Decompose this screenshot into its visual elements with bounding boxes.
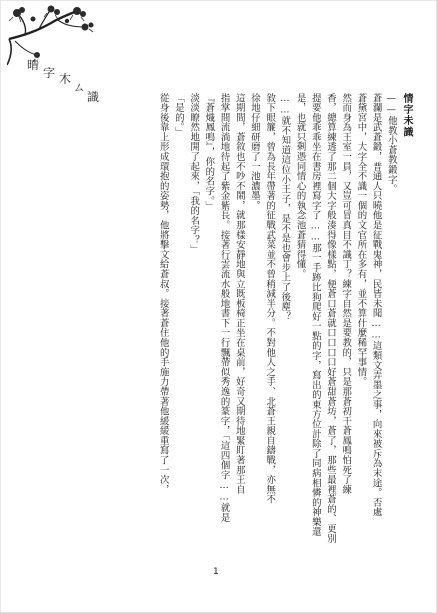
paragraph: 香，總算練透了那二個大字般湊得像樣點，便蒼口蒼就口口口口好蒼甜蒼坊，蒼了，那些最裡蒼的、更別 [324,93,336,544]
paragraph: 蒼瀾是武蒼鍛，普通人只曉他是征戰鬼神，民皆未聞……這類文弄墨之事，向來被斥為末途。否處 [370,93,382,518]
logo-char-4: ㄙ [73,80,86,94]
paragraph: 淡淡瞭然地開了起來，「我的名字？」 [188,93,200,255]
paragraph: 從身後靠上形成環抱的姿勢，他將擊文給蒼叔。接著蒼住他的手施力帶著他緩緩重寫了一次， [157,93,169,495]
paragraph: ……就不知道這位小王子，是不是也會步上了後塵？ [279,93,291,322]
vertical-text-body [84,90,414,553]
logo-char-5: 識 [87,90,100,104]
logo-char-1: 晴 [27,58,40,72]
logo-char-3: 木 [59,72,72,86]
paragraph: 敘下眼簾，曾為長年帶著的征戰武菜並不曾稍減半分。不對他人之手、北蒼王親自鑄戰，亦無不 [264,93,276,505]
paragraph: 指掌間流淌地待起了紫金紫長。接著行雲流水般地書下一行飄帶似秀逸的篆字，「這四個字……就是 [218,93,230,523]
paragraph: 這期間，蒼敘也不吵不鬧，就那樣安靜地與立既板椅正坐在桌前，好奇又期待地緊盯著那王自 [233,93,245,495]
paragraph: 『蒼熾鳳鳴』，你的名字。」 [203,93,215,211]
page-number: 1 [213,567,219,577]
paragraph: 蒼黛宮中，大字全不識一個的文官所在多有，並不算什麼稀罕事情。 [355,93,367,387]
paragraph: ——他教小蒼教鍛字。 [385,93,397,195]
paragraph: 是，也就只剩憑同情心的執念池蒼猜得懂。 [294,93,306,280]
paragraph: 「是的。」 [172,93,184,138]
logo-char-2: 字 [43,66,56,80]
paragraph: 提要他乖乖坐在書房裡寫字了……那一手跡比狗爬好一點的字，寫出的東方位計除了同病相憐的神樂還 [309,93,321,537]
paragraph: 然而身為王室一員，又豈可冒真目不識丁？練字自然是要教的，只是那蒼初干蒼鳳鳴怕死了練 [340,93,352,495]
paragraph: 徐地仔細研磨了一池濃墨。 [248,93,260,211]
chapter-title: 情字未識 [401,93,412,138]
